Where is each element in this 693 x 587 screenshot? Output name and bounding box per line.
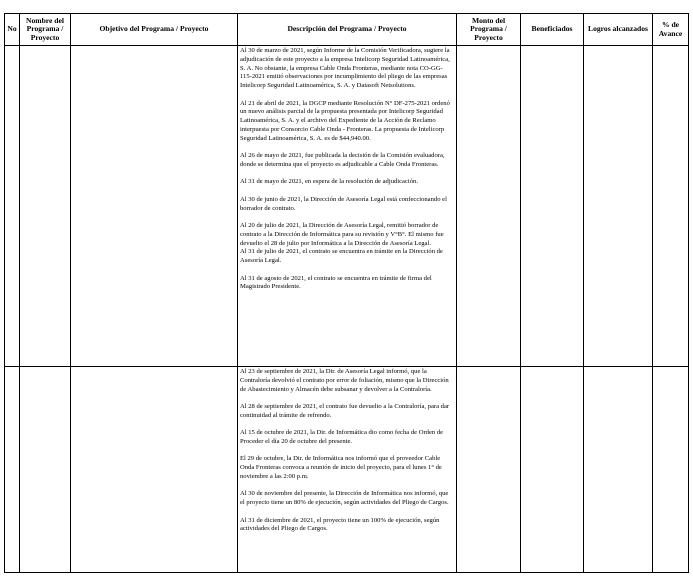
table-row (5, 367, 689, 573)
header-descripcion: Descripción del Programa / Proyecto (238, 14, 457, 46)
document-page (4, 13, 688, 587)
description-entry: Al 26 de mayo de 2021, fue publicada la decisión de la Comisión evaluadora, donde se determina que el proyecto es adjudicable a Cable Onda Fronteras. (240, 152, 445, 168)
cell-nombre (20, 46, 71, 367)
description-entry: Al 30 de junio de 2021, la Dirección de Asesoría Legal está confeccionando el borrador de contrato. (240, 195, 447, 212)
description-entry: El 29 de octubre, la Dir. de Informática nos informó que el proveedor Cable Onda Fronteras convoca a reunión de inicio del proyecto, para el lunes 1° de noviembre a las 2:00 p.m. (240, 455, 442, 480)
header-objetivo: Objetivo del Programa / Proyecto (71, 14, 238, 46)
header-nombre: Nombre del Programa / Proyecto (20, 14, 71, 46)
header-monto: Monto del Programa / Proyecto (457, 14, 521, 46)
header-logros: Logros alcanzados (584, 14, 653, 46)
cell-objetivo (71, 367, 238, 573)
header-avance: % de Avance (653, 14, 689, 46)
description-entry: Al 28 de septiembre de 2021, el contrato fue devuelto a la Contraloría, para dar continuidad al trámite de refrendo. (240, 402, 450, 419)
description-entry: Al 31 de agosto de 2021, el contrato se encuentra en trámite de firma del Magistrado Presidente. (240, 274, 432, 291)
cell-nombre (20, 367, 71, 573)
header-beneficiados: Beneficiados (521, 14, 584, 46)
description-entry: Al 31 de diciembre de 2021, el proyecto tiene un 100% de ejecución, según actividades del Pliego de Cargos. (240, 516, 440, 533)
cell-no (5, 46, 20, 367)
cell-logros (584, 46, 653, 367)
description-entry: Al 31 de mayo de 2021, en espera de la resolución de adjudicación. (240, 178, 418, 186)
programs-table (4, 13, 689, 573)
cell-beneficiados (521, 46, 584, 367)
description-entry: Al 23 de septiembre de 2021, la Dir. de Asesoría Legal informó, que la Contraloría devolvió el contrato por error de foliación, mismo que la Dirección de Abastecimiento y Almacén debe subsanar y devolver a la Contraloría. (240, 368, 449, 393)
description-entry: Al 15 de octubre de 2021, la Dir. de Informática dio como fecha de Orden de Proceder el día 20 de octubre del presente. (240, 429, 444, 445)
table-row (5, 46, 689, 367)
cell-avance (653, 46, 689, 367)
cell-monto (457, 46, 521, 367)
cell-no (5, 367, 20, 573)
table-header-row (5, 14, 689, 46)
cell-avance (653, 367, 689, 573)
cell-descripcion (238, 367, 457, 573)
description-entry: Al 30 de marzo de 2021, según Informe de la Comisión Verificadora, sugiere la adjudicación de este proyecto a la empresa Intelicorp Seguridad Latinoamérica, S. A. No obstante, la empresa Cable Onda Fronteras, mediante nota CO-GG-115-2021 emitió observaciones por incumplimiento del pliego de las empresas Intelicorp Seguridad Latinoamérica, S. A. y Datasoft Netsolutions. (240, 47, 450, 90)
cell-beneficiados (521, 367, 584, 573)
cell-objetivo (71, 46, 238, 367)
description-entry: Al 21 de abril de 2021, la DGCP mediante Resolución N° DF-275-2021 ordenó un nuevo análisis parcial de la propuesta presentada por Intelicorp Seguridad Latinoamérica, S. A. y el archivo del Expediente de la Acción de Reclamo interpuesta por Consorcio Cable Onda - Fronteras. La propuesta de Intelicorp Seguridad Latinoamérica, S. A. es de $44,940.00. (240, 99, 450, 142)
cell-logros (584, 367, 653, 573)
cell-monto (457, 367, 521, 573)
description-entry: Al 20 de julio de 2021, la Dirección de Asesoría Legal, remitió borrador de contrato a la Dirección de Informática para su revisión y V°B°. El mismo fue devuelto el 28 de julio por Informática a la Dirección de Asesoría Legal. Al 31 de julio de 2021, el contrato se encuentra en trámite en la Dirección de Asesoría Legal. (240, 221, 444, 265)
description-entry: Al 30 de noviembre del presente, la Dirección de Informática nos informó, que el proyecto tiene un 80% de ejecución, según actividades del Pliego de Cargos. (240, 490, 449, 507)
header-no: No (5, 14, 20, 46)
cell-descripcion (238, 46, 457, 367)
